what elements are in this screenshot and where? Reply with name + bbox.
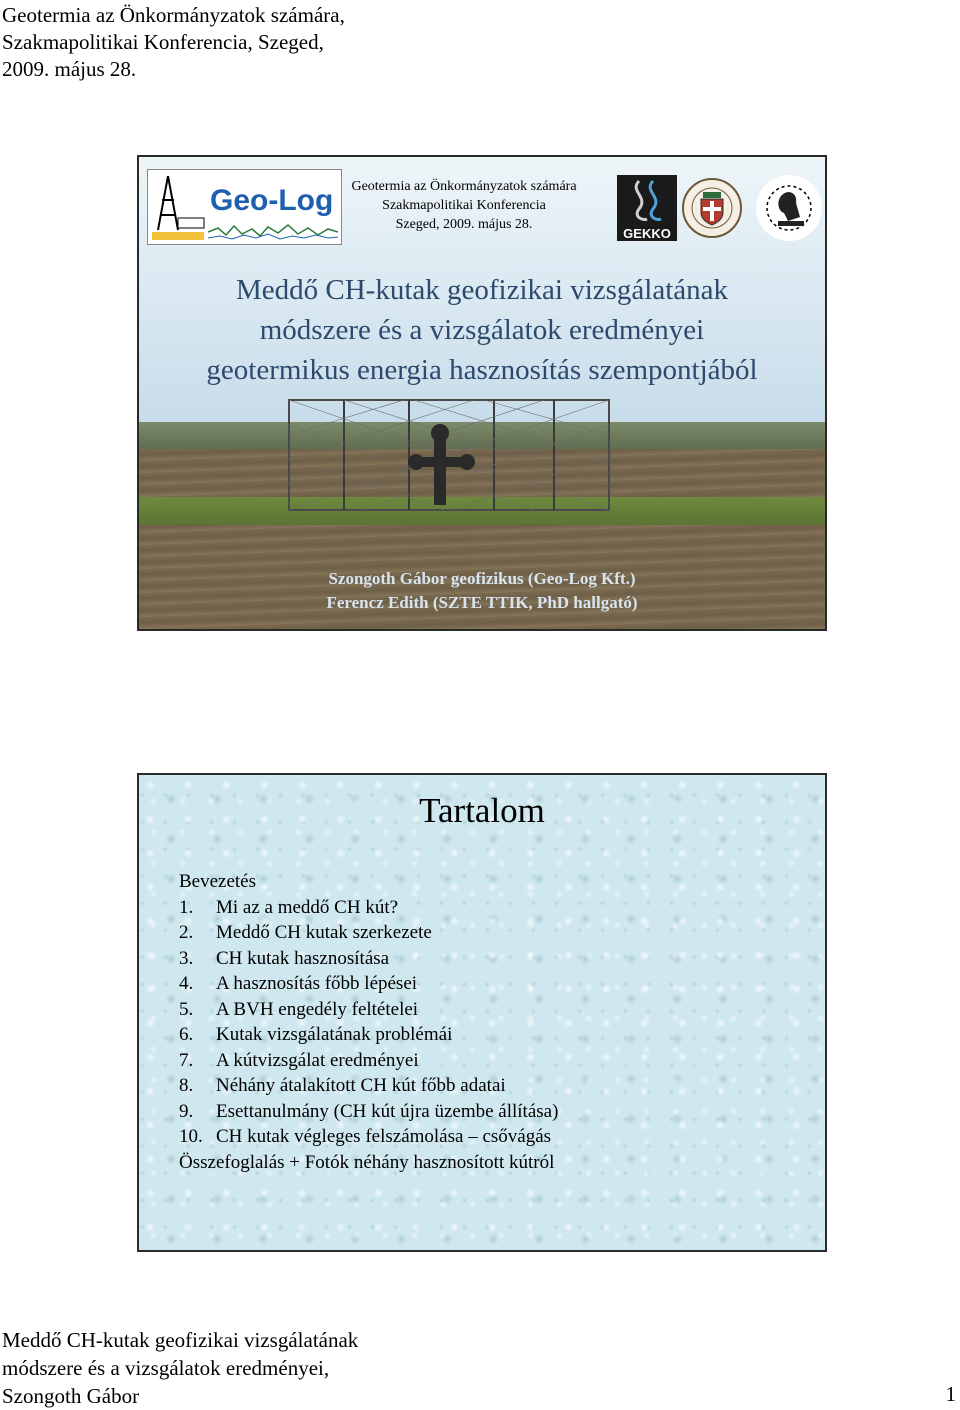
toc-item-number: 9. [179,1100,194,1122]
footer-line: Szongoth Gábor [2,1384,140,1408]
toc-item-text: A hasznosítás főbb lépései [216,973,418,994]
toc-item [179,920,558,946]
table-of-contents [179,869,558,1175]
toc-item-text: CH kutak hasznosítása [216,947,390,969]
toc-item-text: Néhány átalakított CH kút főbb adatai [216,1075,506,1096]
author-line: Szongoth Gábor geofizikus (Geo-Log Kft.) [328,569,636,588]
header-line: Szakmapolitikai Konferencia, Szeged, [2,30,324,54]
author-line: Ferencz Edith (SZTE TTIK, PhD hallgató) [326,593,638,612]
toc-item-text: A BVH engedély feltételei [216,998,419,1020]
conference-line: Szakmapolitikai Konferencia [382,198,546,213]
header-line: Geotermia az Önkormányzatok számára, [2,3,345,27]
toc-item-text: Esettanulmány (CH kút újra üzembe állítása) [216,1100,559,1122]
toc-item-number: 8. [179,1075,194,1096]
footer-line: Meddő CH-kutak geofizikai vizsgálatának [2,1328,359,1352]
contents-title [139,789,825,833]
page-header [2,2,345,83]
log-curve-icon [208,220,338,242]
toc-item-number: 2. [179,922,194,943]
geolog-logo [147,169,342,245]
toc-item [179,946,558,972]
university-seal-icon [681,177,743,239]
toc-item [179,1124,558,1150]
conference-info [329,177,599,234]
title-line: geotermikus energia hasznosítás szempontjából [206,354,758,386]
toc-item-number: 3. [179,947,194,969]
toc-item-number: 4. [179,973,194,994]
toc-closing: Összefoglalás + Fotók néhány hasznosított kútról [179,1151,555,1173]
title-line: módszere és a vizsgálatok eredményei [259,314,705,346]
toc-item-number: 7. [179,1049,194,1071]
toc-item-text: Mi az a meddő CH kút? [216,896,399,918]
presentation-title [139,270,825,390]
innovation-logo-icon [754,173,824,243]
toc-item [179,1048,558,1074]
title-line: Meddő CH-kutak geofizikai vizsgálatának [235,274,729,306]
title-slide [137,155,827,631]
geolog-logo-text: Geo-Log [210,184,334,217]
toc-item-text: Meddő CH kutak szerkezete [216,922,432,943]
toc-item-text: Kutak vizsgálatának problémái [216,1024,453,1045]
toc-item-text: CH kutak végleges felszámolása – csővágás [216,1126,552,1147]
conference-line: Szeged, 2009. május 28. [395,217,533,232]
gekko-logo [617,175,677,241]
drill-rig-icon [148,170,208,244]
footer-line: módszere és a vizsgálatok eredményei, [2,1356,330,1380]
header-line: 2009. május 28. [2,57,137,81]
page-footer [2,1326,958,1410]
toc-item [179,1099,558,1125]
gekko-flame-icon [617,175,677,225]
contents-title-text: Tartalom [419,791,545,830]
wellhead-fence-photo [284,395,614,515]
contents-slide [137,773,827,1252]
toc-item-text: A kútvizsgálat eredményei [216,1049,419,1071]
gekko-logo-text: GEKKO [623,226,671,241]
toc-item [179,1073,558,1099]
page-number: 1 [945,1382,956,1406]
toc-intro: Bevezetés [179,871,257,892]
toc-item-number: 6. [179,1024,194,1045]
toc-item [179,997,558,1023]
toc-item-number: 10. [179,1126,203,1147]
authors [139,567,825,615]
toc-item-number: 5. [179,998,194,1020]
toc-item [179,1022,558,1048]
toc-item-number: 1. [179,896,194,918]
toc-item [179,971,558,997]
toc-item [179,895,558,921]
conference-line: Geotermia az Önkormányzatok számára [351,179,577,194]
